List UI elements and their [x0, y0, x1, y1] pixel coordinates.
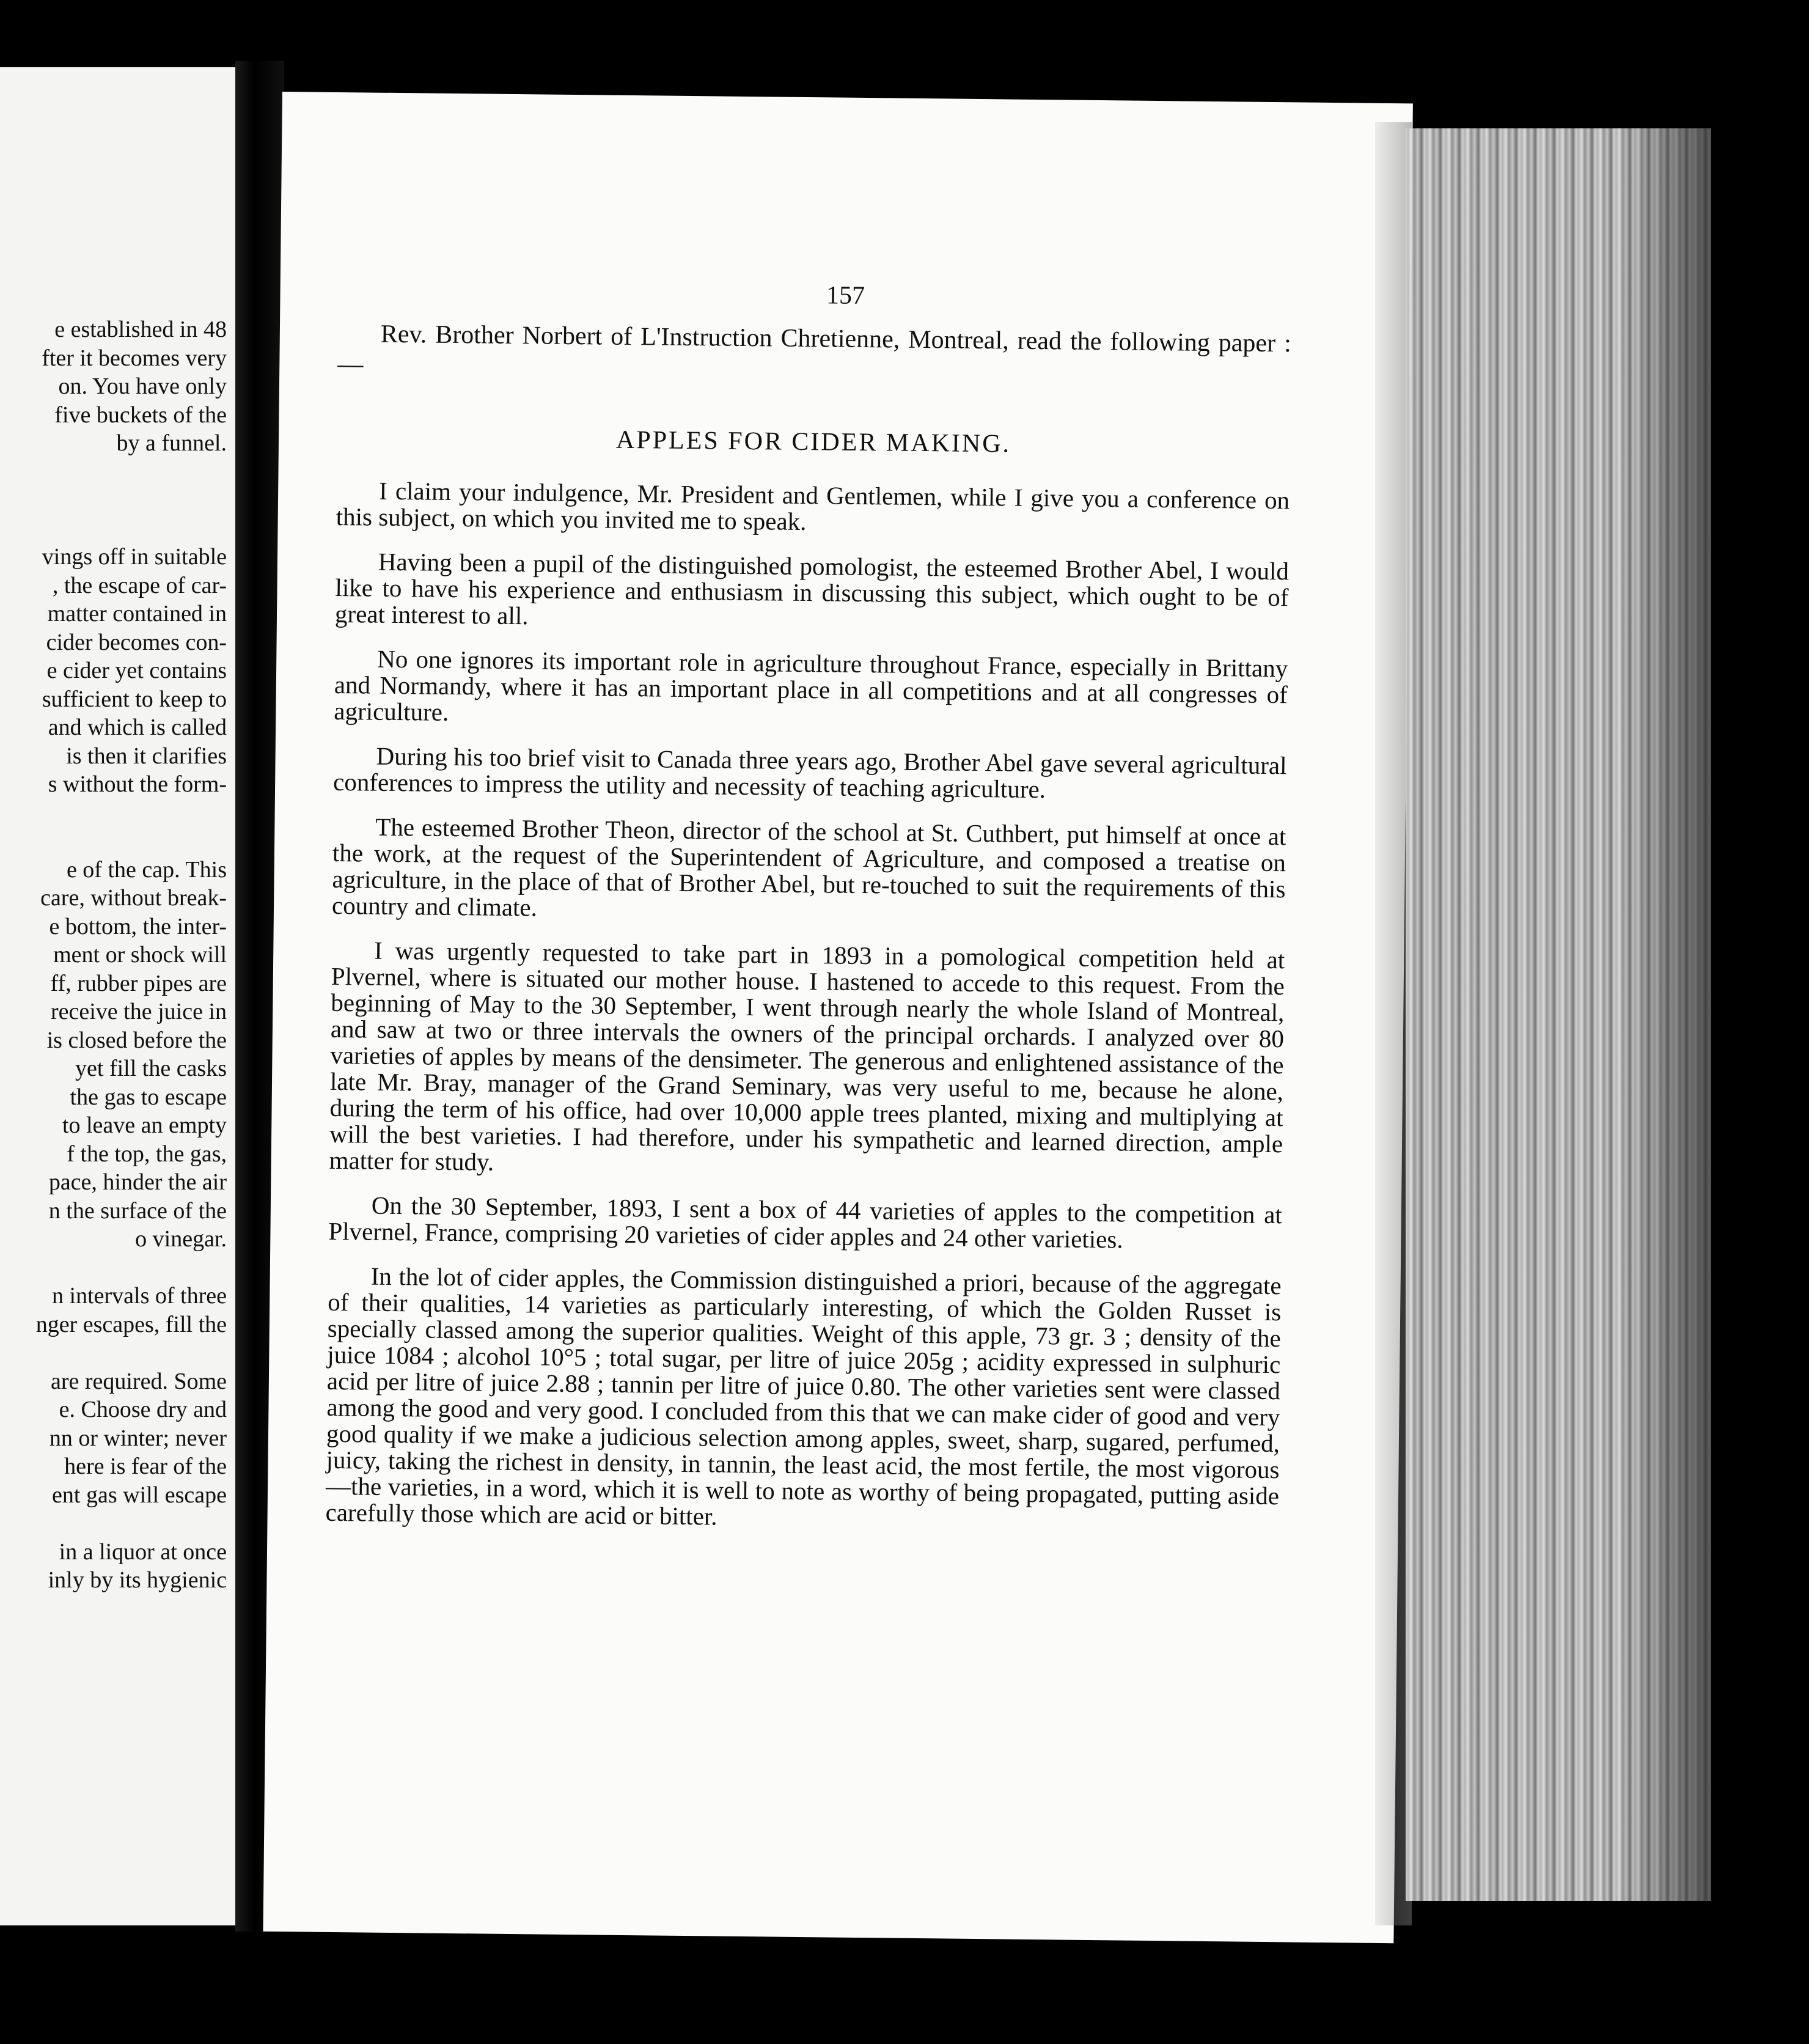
- paragraph: The esteemed Brother Theon, director of the school at St. Cuthbert, put himself at once at the work, at the request of the Superintendent of Agriculture, and composed a treatise on agriculture, in the place of that of Brother Abel, but re-touched to suit the requirements of this country and climate.: [331, 812, 1286, 922]
- facing-page-line: f the top, the gas,: [67, 1141, 227, 1167]
- facing-page-line: and which is called: [48, 715, 227, 740]
- facing-page-line: n the surface of the: [48, 1197, 227, 1224]
- facing-page-fragment: [0, 67, 235, 1925]
- facing-page-line: matter contained in: [47, 601, 227, 627]
- paragraph: No one ignores its important role in agriculture throughout France, especially in Brittany and Normandy, where it has an important place in all competitions and at all congresses of agriculture.: [334, 644, 1288, 726]
- facing-page-line: in a liquor at once: [59, 1539, 227, 1565]
- facing-page-line: five buckets of the: [54, 402, 227, 428]
- facing-page-line: sufficient to keep to: [42, 686, 227, 712]
- facing-page-line: e cider yet contains: [46, 658, 227, 683]
- facing-page-line: ff, rubber pipes are: [50, 970, 227, 996]
- paragraph: Having been a pupil of the distinguished pomologist, the esteemed Brother Abel, I would like to have his experience and enthusiasm in discussing this subject, which ought to be of great interest to all.: [334, 547, 1290, 630]
- facing-page-line: here is fear of the: [64, 1454, 227, 1479]
- facing-page-line: yet fill the casks: [75, 1056, 227, 1081]
- facing-page-line: inly by its hygienic: [48, 1567, 227, 1593]
- paragraph: During his too brief visit to Canada three years ago, Brother Abel gave several agricultural conferences to impress the utility and necessity of teaching agriculture.: [332, 741, 1287, 804]
- paragraph: In the lot of cider apples, the Commission distinguished a priori, because of the aggregate of their qualities, 14 varieties as particularly interesting, of which the Golden Russet is specially classed among the superior qualities. Weight of this apple, 73 gr. 3 ; density of the juice 1084 ; alcohol 10°5 ; total sugar, per litre of juice 205g ; acidity expressed in sulphuric acid per litre of juice 2.88 ; tannin per litre of juice 0.80. The other varieties sent were classed among the good and very good. I concluded from this that we can make cider of good and very good quality if we make a judicious selection among apples, sweet, sharp, sugared, perfumed, juicy, taking the richest in density, in tannin, the least acid, the most fertile, the most vigorous—the varieties, in a word, which it is well to note as worthy of being propagated, putting aside carefully those which are acid or bitter.: [325, 1262, 1282, 1531]
- facing-page-line: pace, hinder the air: [48, 1169, 227, 1195]
- facing-page-line: nn or winter; never: [49, 1425, 227, 1451]
- facing-page-line: by a funnel.: [116, 430, 227, 456]
- paragraph: I was urgently requested to take part in 1893 in a pomological competition held at Plvernel, where is situated our mother house. I hastened to accede to this request. From the beginning of May to the 30 September, I went through nearly the whole Island of Montreal, and saw at two or three intervals the owners of the principal orchards. I analyzed over 80 varieties of apples by means of the densimeter. The generous and enlightened assistance of the late Mr. Bray, manager of the Grand Seminary, was very useful to me, because he alone, during the term of his office, had over 10,000 apple trees planted, mixing and multiplying at will the best varieties. I had therefore, under his sympathetic and learned direction, ample matter for study.: [329, 936, 1285, 1176]
- facing-page-line: s without the form-: [48, 771, 227, 797]
- facing-page-line: cider becomes con-: [46, 629, 227, 655]
- book-page-edges: [1406, 128, 1711, 1901]
- facing-page-line: is then it clarifies: [66, 743, 227, 769]
- facing-page-line: e. Choose dry and: [59, 1397, 227, 1422]
- page-number: 157: [826, 281, 865, 310]
- facing-page-line: the gas to escape: [70, 1084, 227, 1110]
- facing-page-line: e established in 48: [54, 317, 227, 342]
- facing-page-line: fter it becomes very: [42, 345, 227, 371]
- facing-page-line: receive the juice in: [50, 999, 227, 1024]
- facing-page-line: , the escape of car-: [52, 572, 227, 598]
- facing-page-line: nger escapes, fill the: [35, 1311, 227, 1337]
- facing-page-line: e of the cap. This: [66, 856, 227, 883]
- book-page: [263, 92, 1412, 1943]
- facing-page-line: care, without break-: [40, 885, 227, 911]
- facing-page-line: ment or shock will: [53, 942, 227, 968]
- facing-page-line: n intervals of three: [52, 1283, 227, 1309]
- facing-page-line: are required. Some: [50, 1368, 227, 1394]
- paragraph: I claim your indulgence, Mr. President and Gentlemen, while I give you a conference on this subject, on which you invited me to speak.: [336, 476, 1290, 536]
- facing-page-line: o vinegar.: [135, 1226, 227, 1252]
- page-content: [325, 318, 1291, 1554]
- facing-page-line: ent gas will escape: [52, 1482, 227, 1508]
- intro-line: Rev. Brother Norbert of L'Instruction Chretienne, Montreal, read the following paper :—: [337, 320, 1292, 379]
- article-title: APPLES FOR CIDER MAKING.: [615, 425, 1011, 458]
- facing-page-line: vings off in suitable: [42, 544, 227, 570]
- facing-page-line: is closed before the: [46, 1027, 227, 1053]
- facing-page-line: e bottom, the inter-: [49, 913, 227, 939]
- facing-page-line: to leave an empty: [62, 1112, 227, 1138]
- paragraph: On the 30 September, 1893, I sent a box of 44 varieties of apples to the competition at Plvernel, France, comprising 20 varieties of cider apples and 24 other varieties.: [328, 1191, 1283, 1254]
- facing-page-line: on. You have only: [58, 373, 227, 399]
